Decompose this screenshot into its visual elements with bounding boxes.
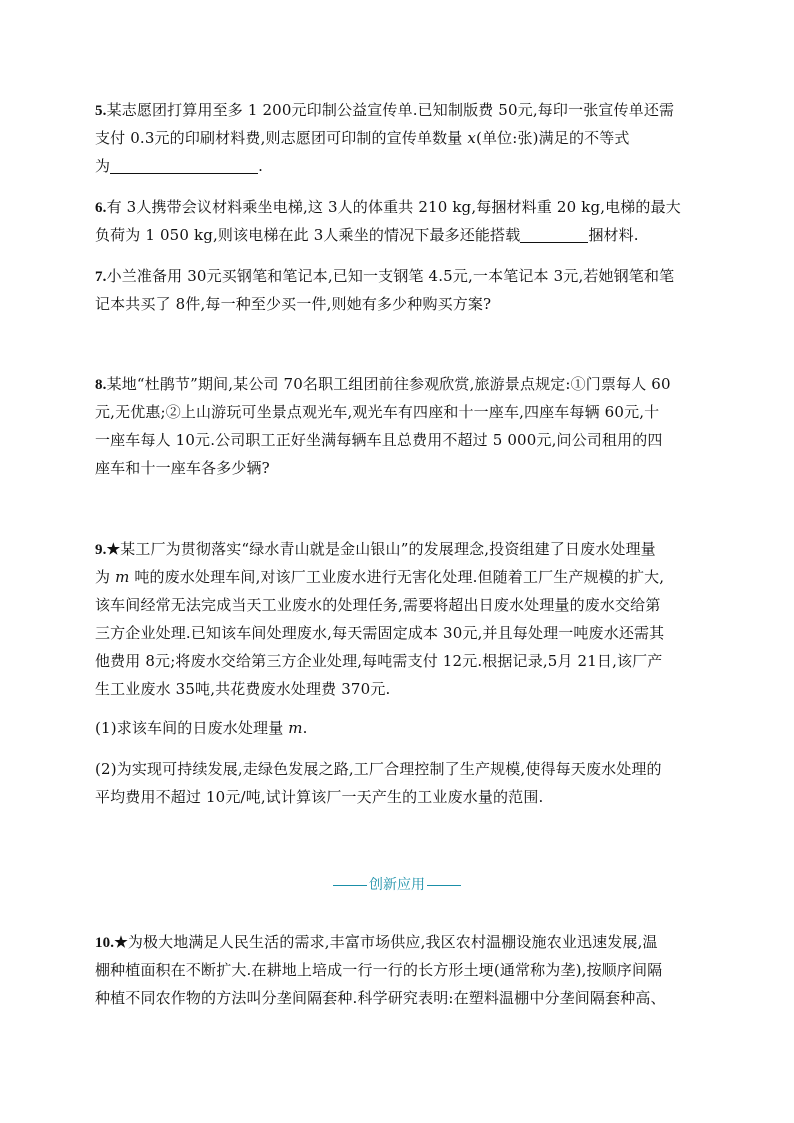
question-text: 为 [95, 568, 116, 586]
question-5-line-2 [95, 124, 705, 152]
question-6-line-1 [95, 193, 705, 221]
question-10-line-1 [95, 928, 705, 956]
question-text: 一座车每人 10元.公司职工正好坐满每辆车且总费用不超过 5 000元,问公司租用的四 [95, 431, 663, 449]
question-text: 小兰准备用 30元买钢笔和笔记本,已知一支钢笔 4.5元,一本笔记本 3元,若她钢笔和笔 [106, 267, 675, 285]
question-text: 某志愿团打算用至多 1 200元印制公益宣传单.已知制版费 50元,每印一张宣传单还需 [106, 101, 675, 119]
question-number: 5. [95, 103, 107, 119]
question-number: 6. [95, 200, 107, 216]
question-text: 他费用 8元;将废水交给第三方企业处理,每吨需支付 12元.根据记录,5月 21日,该厂产 [95, 652, 663, 670]
question-text: 为极大地满足人民生活的需求,丰富市场供应,我区农村温棚设施农业迅速发展,温 [127, 933, 658, 951]
question-8-line-2 [95, 398, 705, 426]
question-text: 吨的废水处理车间,对该厂工业废水进行无害化处理.但随着工厂生产规模的扩大, [129, 568, 665, 586]
part-1-line [95, 714, 705, 742]
question-text: 元,无优惠;②上山游玩可坐景点观光车,观光车有四座和十一座车,四座车每辆 60元,十 [95, 403, 660, 421]
variable-x: x [467, 129, 476, 147]
answer-blank[interactable] [520, 224, 588, 243]
question-text: . [302, 719, 308, 737]
variable-m: m [288, 719, 303, 737]
question-5-line-3 [95, 152, 705, 180]
question-text: 某工厂为贯彻落实“绿水青山就是金山银山”的发展理念,投资组建了日废水处理量 [120, 540, 656, 558]
question-text: 支付 0.3元的印刷材料费,则志愿团可印制的宣传单数量 [95, 129, 468, 147]
question-6-line-2 [95, 221, 705, 249]
question-text: 种植不同农作物的方法叫分垄间隔套种.科学研究表明:在塑料温棚中分垄间隔套种高、 [95, 989, 666, 1007]
question-number: 7. [95, 269, 107, 285]
question-9-part-1 [95, 714, 705, 742]
heading-rule-left [333, 885, 367, 886]
question-text: 生工业废水 35吨,共花费废水处理费 370元. [95, 680, 391, 698]
question-text: (2)为实现可持续发展,走绿色发展之路,工厂合理控制了生产规模,使得每天废水处理的 [95, 760, 662, 778]
question-text: 记本共买了 8件,每一种至少买一件,则她有多少种购买方案? [95, 295, 492, 313]
question-6 [95, 193, 705, 249]
question-number: 9. [95, 542, 107, 558]
part-2-line-2 [95, 783, 705, 811]
question-text: 有 3人携带会议材料乘坐电梯,这 3人的体重共 210 kg,每捆材料重 20 kg,电梯的最大 [106, 198, 681, 216]
question-text: 棚种植面积在不断扩大.在耕地上培成一行一行的长方形土埂(通常称为垄),按顺序间隔 [95, 961, 663, 979]
question-text: 捆材料. [588, 226, 639, 244]
question-8-line-1 [95, 370, 705, 398]
question-text: 负荷为 1 050 kg,则该电梯在此 3人乘坐的情况下最多还能搭载 [95, 226, 521, 244]
question-5-line-1 [95, 96, 705, 124]
question-9-part-2 [95, 755, 705, 811]
question-text: 为 [95, 157, 111, 175]
section-heading [0, 874, 794, 896]
question-text: 三方企业处理.已知该车间处理废水,每天需固定成本 30元,并且每处理一吨废水还需其 [95, 624, 665, 642]
question-9-line-1 [95, 535, 705, 563]
question-number: 10. [95, 935, 115, 951]
question-text: . [258, 157, 264, 175]
question-10-line-2 [95, 956, 705, 984]
question-7-line-1 [95, 262, 705, 290]
question-9-line-3 [95, 591, 705, 619]
star-icon: ★ [114, 933, 128, 951]
variable-m: m [115, 568, 130, 586]
question-8 [95, 370, 705, 482]
question-text: 平均费用不超过 10元/吨,试计算该厂一天产生的工业废水量的范围. [95, 788, 544, 806]
question-text: (单位:张)满足的不等式 [476, 129, 630, 147]
star-icon: ★ [106, 540, 121, 558]
question-10 [95, 928, 705, 1012]
question-9-line-5 [95, 647, 705, 675]
heading-rule-right [427, 885, 461, 886]
question-text: 某地“杜鹃节”期间,某公司 70名职工组团前往参观欣赏,旅游景点规定:①门票每人 60 [106, 375, 671, 393]
answer-blank[interactable] [110, 155, 258, 174]
part-2-line-1 [95, 755, 705, 783]
section-title: 创新应用 [369, 877, 425, 893]
question-9 [95, 535, 705, 703]
question-7 [95, 262, 705, 318]
question-9-line-4 [95, 619, 705, 647]
question-5 [95, 96, 705, 180]
question-9-line-2 [95, 563, 705, 591]
question-9-line-6 [95, 675, 705, 703]
question-number: 8. [95, 377, 107, 393]
question-7-line-2 [95, 290, 705, 318]
question-8-line-4 [95, 454, 705, 482]
question-text: 座车和十一座车各多少辆? [95, 459, 270, 477]
question-text: (1)求该车间的日废水处理量 [95, 719, 289, 737]
question-10-line-3 [95, 984, 705, 1012]
question-8-line-3 [95, 426, 705, 454]
question-text: 该车间经常无法完成当天工业废水的处理任务,需要将超出日废水处理量的废水交给第 [95, 596, 661, 614]
